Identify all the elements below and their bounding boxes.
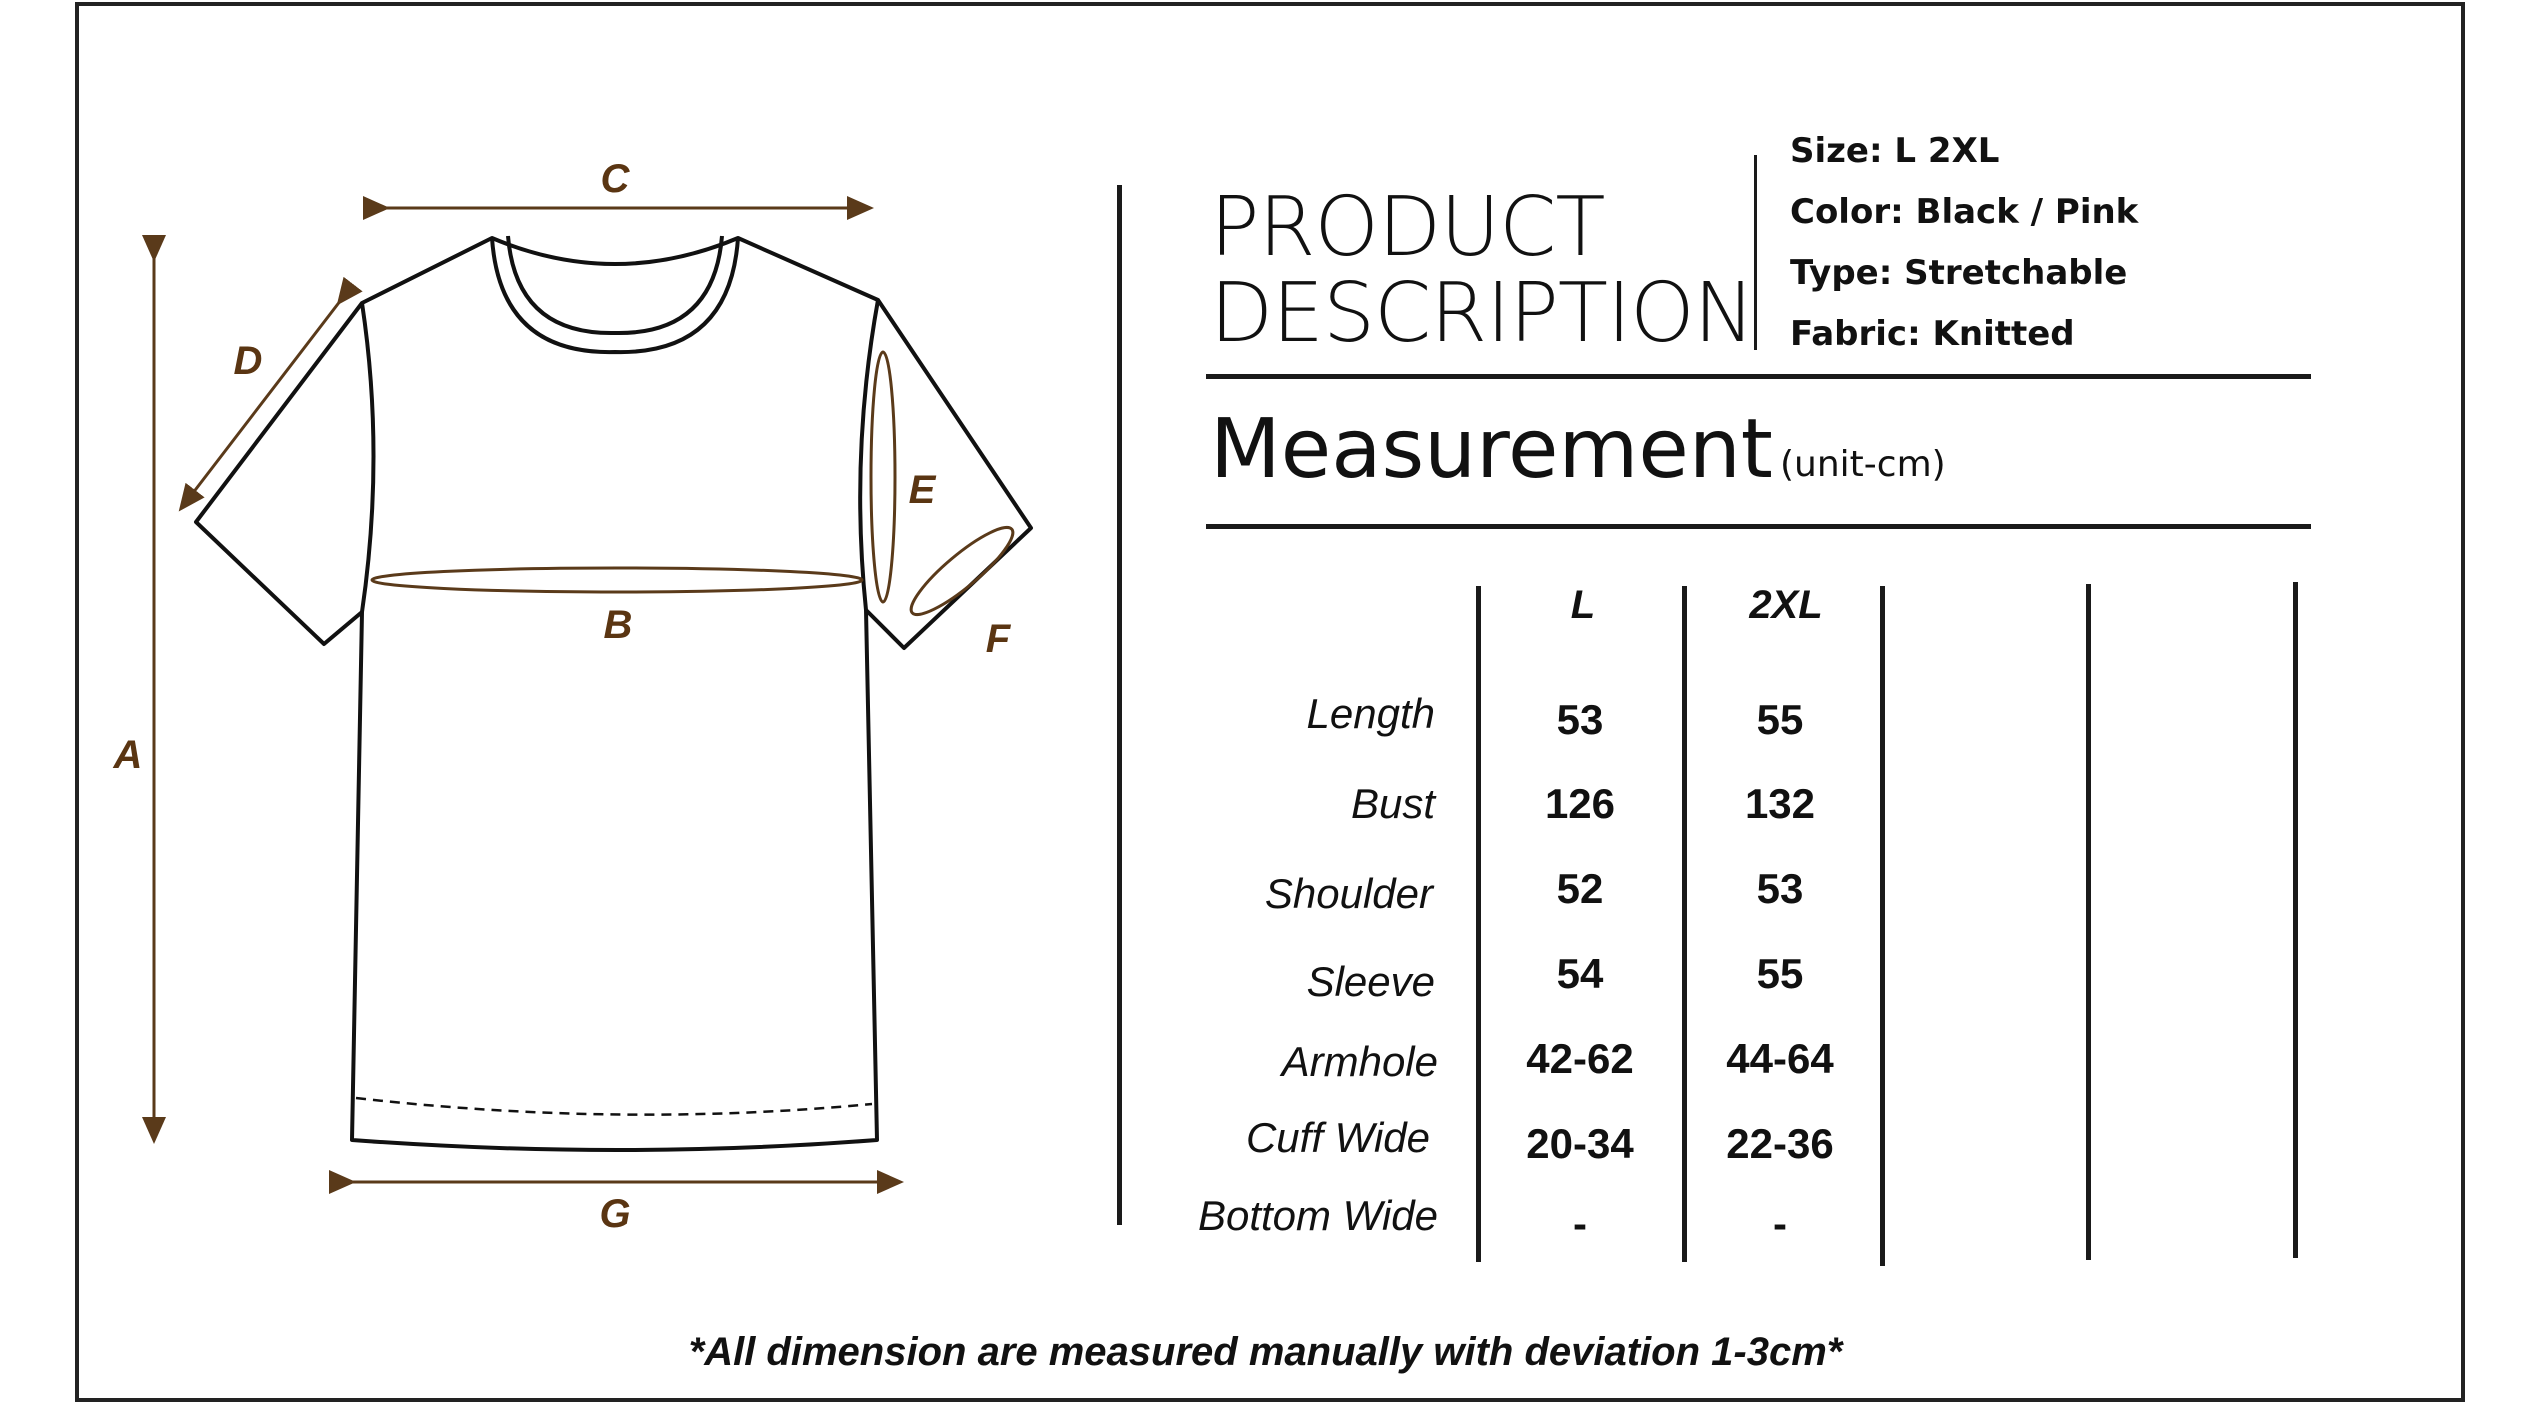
cell-bottom-wide-l: -	[1573, 1200, 1587, 1247]
row-label-cuff-wide: Cuff Wide	[1245, 1114, 1430, 1161]
cell-cuff-wide-2xl: 22-36	[1726, 1120, 1834, 1167]
row-label-length: Length	[1306, 690, 1435, 737]
cell-shoulder-2xl: 53	[1756, 865, 1804, 912]
spec-size: Size: L 2XL	[1790, 131, 2000, 171]
table-column-line	[1880, 586, 1885, 1266]
row-label-bottom-wide: Bottom Wide	[1197, 1192, 1438, 1239]
cell-length-l: 53	[1556, 696, 1604, 743]
title-divider	[1754, 155, 1757, 350]
cell-bust-2xl: 132	[1744, 780, 1816, 827]
measurement-unit: (unit-cm)	[1780, 444, 1946, 485]
tshirt-outline	[196, 236, 1031, 1150]
spec-color: Color: Black / Pink	[1790, 192, 2139, 232]
product-specs	[1790, 125, 2138, 369]
label-b: B	[603, 603, 633, 647]
cell-sleeve-2xl: 55	[1756, 950, 1804, 997]
label-f: F	[985, 617, 1011, 661]
label-g: G	[599, 1192, 631, 1236]
measure-ellipse-e	[871, 352, 895, 602]
product-title-line1: PRODUCT	[1210, 180, 1605, 275]
cell-armhole-2xl: 44-64	[1726, 1035, 1834, 1082]
cell-shoulder-l: 52	[1556, 865, 1604, 912]
label-c: C	[600, 157, 630, 201]
cell-cuff-wide-l: 20-34	[1526, 1120, 1634, 1167]
product-title-line2: DESCRIPTION	[1210, 266, 1755, 361]
table-column-line	[2086, 584, 2091, 1260]
measure-ellipse-f	[902, 517, 1022, 625]
cell-armhole-l: 42-62	[1526, 1035, 1634, 1082]
divider-measurement	[1206, 524, 2311, 529]
spec-type: Type: Stretchable	[1790, 253, 2128, 293]
measure-ellipse-b	[372, 568, 862, 592]
product-title	[1210, 180, 1770, 361]
hem-stitch-line	[356, 1098, 872, 1115]
cell-bottom-wide-2xl: -	[1773, 1200, 1787, 1247]
label-d: D	[233, 339, 263, 383]
cell-length-2xl: 55	[1756, 696, 1804, 743]
row-label-bust: Bust	[1350, 780, 1435, 827]
cell-bust-l: 126	[1544, 780, 1616, 827]
spec-fabric: Fabric: Knitted	[1790, 314, 2075, 354]
footnote: *All dimension are measured manually with deviation 1-3cm*	[688, 1330, 1843, 1374]
label-a: A	[113, 733, 143, 777]
divider-top	[1206, 374, 2311, 379]
row-label-sleeve: Sleeve	[1306, 958, 1435, 1005]
table-column-line	[2293, 582, 2298, 1258]
cell-sleeve-l: 54	[1556, 950, 1604, 997]
size-header-2xl: 2XL	[1749, 583, 1823, 627]
measure-line-d	[186, 296, 344, 502]
label-e: E	[908, 468, 936, 512]
row-label-shoulder: Shoulder	[1264, 870, 1433, 917]
measure-guides	[154, 208, 1022, 1182]
measurement-title: Measurement	[1210, 402, 1773, 497]
size-header-l: L	[1570, 583, 1596, 627]
row-label-armhole: Armhole	[1281, 1038, 1438, 1085]
